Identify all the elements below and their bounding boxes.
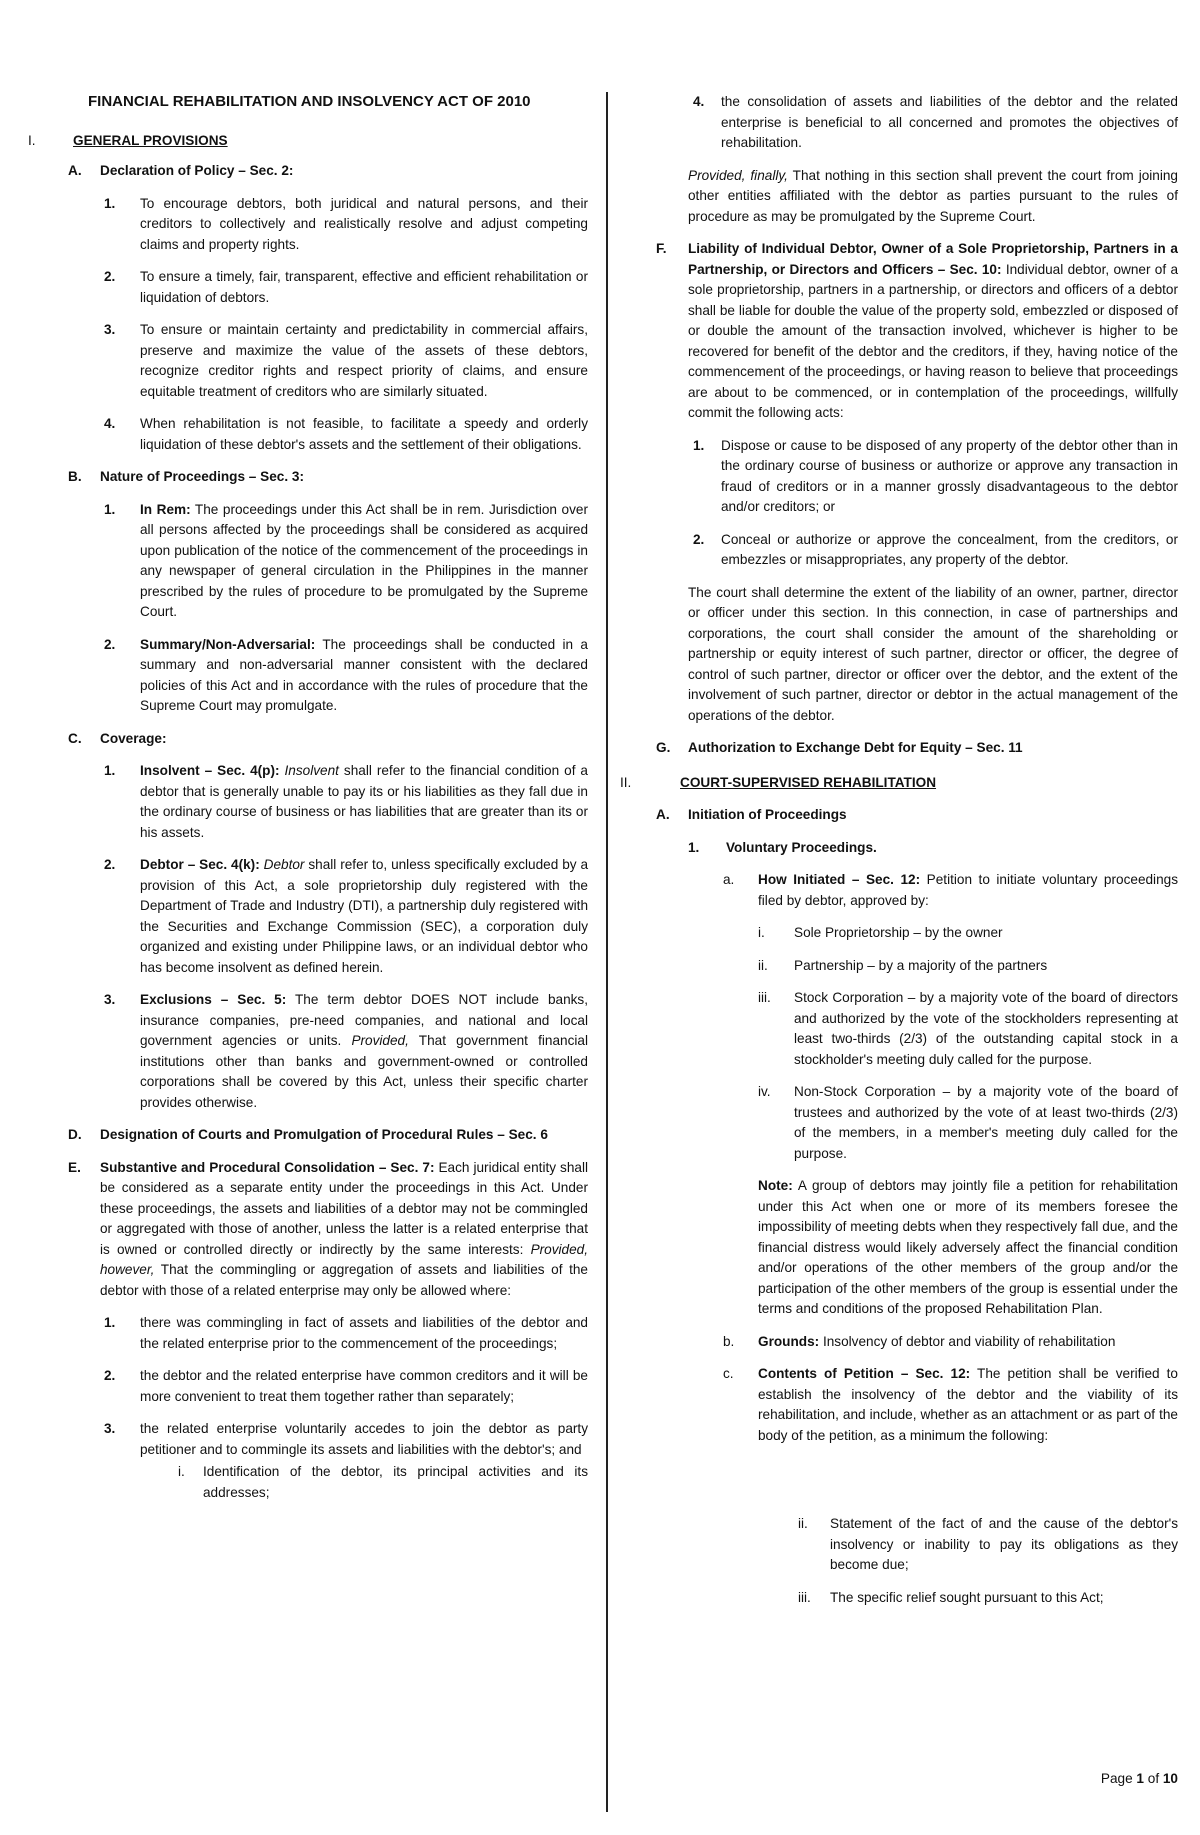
item-text: The term debtor DOES NOT include banks, insurance companies, pre-need companies, and national and local government agencies or units. xyxy=(140,992,588,1048)
subsection-text: Each juridical entity shall be considered as a separate entity under the proceedings in this Act. Under these proceedings, the assets and liabilities of a debtor may not be commingled or aggregated with those of another, unless the latter is a related enterprise that is owned or controlled directly or indirectly by the same interests: xyxy=(100,1159,589,1257)
proviso-text: That nothing in this section shall prevent the court from joining other entities affiliated with the debtor as parties pursuant to the rules of procedure as may be promulgated by the Supreme Court. xyxy=(688,167,1178,224)
subsection-heading: Substantive and Procedural Consolidation – Sec. 7: xyxy=(100,1159,435,1175)
list-item xyxy=(628,988,1178,1070)
subsection-emphasis: Provided, however, xyxy=(100,1241,588,1277)
item-label: 1. xyxy=(104,763,116,778)
subsection-c xyxy=(28,729,588,750)
item-label: a. xyxy=(723,872,735,887)
item-text: The petition shall be verified to establish the insolvency of the debtor and the viability of its rehabilitation, and include, whether as an attachment or as part of the body of the petition, as a minimum the following: xyxy=(758,1366,1178,1443)
list-item xyxy=(628,923,1178,944)
list-item xyxy=(28,855,588,978)
list-item xyxy=(28,635,588,717)
item-heading: Insolvent – Sec. 4(p): xyxy=(140,763,280,778)
subsection-g xyxy=(628,738,1178,759)
item-label: 3. xyxy=(104,322,116,337)
item-label: b. xyxy=(723,1333,735,1349)
proviso-paragraph xyxy=(628,166,1178,228)
page-current: 1 xyxy=(1136,1771,1144,1786)
subsection-label: D. xyxy=(68,1127,82,1142)
subsection-heading: Declaration of Policy – Sec. 2: xyxy=(100,163,294,178)
item-text: Identification of the debtor, its principal activities and its addresses; xyxy=(203,1464,588,1500)
page-of: of xyxy=(1143,1771,1163,1786)
subsection-label: G. xyxy=(656,740,671,755)
item-text: the debtor and the related enterprise have common creditors and it will be more convenient to treat them together rather than separately; xyxy=(140,1368,588,1404)
item-label: ii. xyxy=(798,1516,808,1531)
item-text: Statement of the fact of and the cause of the debtor's insolvency or inability to pay its obligations as they become due; xyxy=(830,1516,1178,1572)
spacer xyxy=(628,1458,1178,1506)
list-item xyxy=(28,414,588,455)
item-text: The specific relief sought pursuant to this Act; xyxy=(830,1589,1104,1605)
item-label: 1. xyxy=(104,501,116,517)
list-item xyxy=(628,436,1178,518)
list-item xyxy=(28,1462,588,1503)
page-prefix: Page xyxy=(1100,1771,1137,1786)
item-text: Partnership – by a majority of the partners xyxy=(794,957,1048,973)
list-item xyxy=(28,320,588,402)
item-text: Conceal or authorize or approve the concealment, from the creditors, or embezzles or misappropriates, any property of the debtor. xyxy=(721,531,1178,567)
item-text: Sole Proprietorship – by the owner xyxy=(794,925,1003,940)
item-label: 2. xyxy=(104,1368,116,1383)
item-heading: How Initiated – Sec. 12: xyxy=(758,872,921,887)
list-item xyxy=(628,956,1178,977)
right-column xyxy=(620,92,1179,1620)
item-text: That government financial institutions other than banks and government-owned or controlled corporations shall be covered by this Act, unless their specific charter provides otherwise. xyxy=(140,1033,589,1110)
item-label: 1. xyxy=(104,195,116,211)
item-label: i. xyxy=(758,925,765,940)
subsection-heading: Initiation of Proceedings xyxy=(688,807,847,822)
item-heading: Contents of Petition – Sec. 12: xyxy=(758,1366,971,1381)
section-title: COURT-SUPERVISED REHABILITATION xyxy=(680,774,937,790)
note-heading: Note: xyxy=(758,1178,793,1193)
subsection-label: B. xyxy=(68,469,82,484)
item-label: 2. xyxy=(104,269,116,284)
list-item xyxy=(628,530,1178,571)
item-label: 2. xyxy=(693,531,705,547)
item-label: 4. xyxy=(693,94,705,109)
item-label: iii. xyxy=(758,990,771,1005)
list-item xyxy=(628,1364,1178,1446)
column-divider xyxy=(606,92,608,1812)
list-item xyxy=(628,1082,1178,1164)
subsection-heading: Liability of Individual Debtor, Owner of a Sole Proprietorship, Partners in a Partnership, or Directors and Officers – Sec. 10: xyxy=(688,241,1178,277)
subsection-heading: Nature of Proceedings – Sec. 3: xyxy=(100,469,304,484)
list-item xyxy=(28,761,588,843)
list-item xyxy=(28,1366,588,1407)
item-text: The proceedings shall be conducted in a summary and non-adversarial manner consistent with the declared policies of this Act and in accordance with the rules of procedure that the Supreme Court may promulgate. xyxy=(140,636,588,713)
list-item xyxy=(28,194,588,256)
item-heading: Summary/Non-Adversarial: xyxy=(140,636,316,652)
subsection-label: A. xyxy=(656,807,670,822)
subsection-label: C. xyxy=(68,730,82,746)
item-heading: Voluntary Proceedings. xyxy=(726,839,877,855)
subsection-e xyxy=(28,1158,588,1302)
item-text: Non-Stock Corporation – by a majority vote of the board of trustees and authorized by the vote of at least two-thirds (2/3) of the members, in a member's meeting duly called for the purpose. xyxy=(794,1084,1178,1161)
item-heading: Exclusions – Sec. 5: xyxy=(140,992,287,1007)
subsection-d xyxy=(28,1125,588,1146)
list-item xyxy=(28,1313,588,1354)
item-text: To encourage debtors, both juridical and natural persons, and their creditors to collectively and realistically resolve and adjust competing claims and property rights. xyxy=(140,195,588,252)
item-text: Dispose or cause to be disposed of any property of the debtor other than in the ordinary course of business or authorize or approve any transaction in fraud of creditors or in a manner grossly disadvantageous to the debtor and/or creditors; or xyxy=(721,437,1178,514)
item-label: 1. xyxy=(688,839,700,855)
list-item xyxy=(28,267,588,308)
subsection-heading: Authorization to Exchange Debt for Equity – Sec. 11 xyxy=(688,740,1023,755)
section-number: II. xyxy=(620,774,632,790)
subsection-heading: Coverage: xyxy=(100,730,167,746)
proviso-emphasis: Provided, finally, xyxy=(688,167,788,183)
item-heading: Grounds: xyxy=(758,1333,820,1349)
left-column xyxy=(28,92,588,1515)
item-label: ii. xyxy=(758,957,768,973)
liability-paragraph: The court shall determine the extent of the liability of an owner, partner, director or officer under this section. In this connection, in case of partnerships and corporations, the court shall consider the amount of the shareholding or partnership or equity interest of such partner, director or officer, the degree of control of such partner, director or officer over the debtor, and the extent of the involvement of such partner, director or debtor in the actual management of the operations of the debtor. xyxy=(688,584,1178,723)
item-text: shall refer to, unless specifically excluded by a provision of this Act, a sole proprietorship duly registered with the Department of Trade and Industry (DTI), a partnership duly registered with the Securities and Exchange Commission (SEC), a corporation duly organized and existing under Philippine laws, or an individual debtor who has become insolvent as defined herein. xyxy=(140,857,589,975)
item-text: Insolvency of debtor and viability of rehabilitation xyxy=(819,1333,1116,1349)
item-text: Stock Corporation – by a majority vote of the board of directors and authorized by the vote of the stockholders representing at least two-thirds (2/3) of the outstanding capital stock in a stockholder's meeting duly called for the purpose. xyxy=(794,990,1178,1067)
list-item xyxy=(628,1332,1178,1353)
page-total: 10 xyxy=(1162,1771,1178,1786)
list-item xyxy=(628,1588,1178,1609)
item-text: shall refer to the financial condition of a debtor that is generally unable to pay its or his liabilities as they fall due in the ordinary course of business or has liabilities that are greater than its or his assets. xyxy=(140,763,588,840)
note-text: A group of debtors may jointly file a petition for rehabilitation under this Act when one or more of its members foresee the impossibility of meeting debts when they respectively fall due, and the financial distress would likely adversely affect the financial condition and/or operations of the other members of the group and/or the participation of the other members of the group is essential under the terms and conditions of the proposed Rehabilitation Plan. xyxy=(758,1178,1178,1316)
subsection-b xyxy=(28,467,588,488)
item-label: 2. xyxy=(104,636,116,652)
item-label: i. xyxy=(178,1464,185,1479)
item-text: the related enterprise voluntarily accedes to join the debtor as party petitioner and to commingle its assets and liabilities with the debtor's; and xyxy=(140,1421,588,1457)
page-number xyxy=(1101,1771,1178,1786)
section-heading xyxy=(620,773,1178,794)
list-item xyxy=(28,990,588,1113)
item-text: Petition to initiate voluntary proceedings filed by debtor, approved by: xyxy=(758,872,1178,908)
list-item xyxy=(628,1514,1178,1576)
subsection-label: E. xyxy=(68,1159,81,1175)
list-item xyxy=(28,1419,588,1460)
item-label: 4. xyxy=(104,416,116,431)
item-text: To ensure or maintain certainty and predictability in commercial affairs, preserve and maximize the value of the assets of these debtors, recognize creditor rights and respect priority of claims, and ensure equitable treatment of creditors who are similarly situated. xyxy=(140,322,588,399)
item-heading: Debtor – Sec. 4(k): xyxy=(140,857,260,872)
item-emphasis: Debtor xyxy=(263,857,305,872)
subsection-initiation xyxy=(628,805,1178,826)
subsection-label: F. xyxy=(656,241,667,256)
item-text: To ensure a timely, fair, transparent, effective and efficient rehabilitation or liquidation of debtors. xyxy=(140,269,588,305)
item-text: The proceedings under this Act shall be in rem. Jurisdiction over all persons affected by the proceedings shall be considered as acquired upon publication of the notice of the commencement of the proceedings in any newspaper of general circulation in the Philippines in the manner prescribed by the rules of procedure to be promulgated by the Supreme Court. xyxy=(140,501,588,619)
section-title: GENERAL PROVISIONS xyxy=(73,132,228,148)
subsection-a xyxy=(28,161,588,182)
item-label: 1. xyxy=(104,1315,116,1330)
item-text: there was commingling in fact of assets and liabilities of the debtor and the related enterprise prior to the commencement of the proceedings; xyxy=(140,1315,588,1351)
item-heading: In Rem: xyxy=(140,501,191,517)
item-label: iii. xyxy=(798,1589,811,1605)
item-emphasis: Insolvent xyxy=(284,763,339,778)
item-text: the consolidation of assets and liabilities of the debtor and the related enterprise is beneficial to all concerned and promotes the objectives of rehabilitation. xyxy=(721,94,1178,150)
subsection-text: That the commingling or aggregation of assets and liabilities of the debtor with those of a related enterprise may only be allowed where: xyxy=(100,1262,588,1298)
subsection-f xyxy=(628,239,1178,424)
note-paragraph xyxy=(628,1176,1178,1320)
item-label: 3. xyxy=(104,992,116,1007)
list-item xyxy=(628,92,1178,154)
list-item xyxy=(28,500,588,623)
subsection-heading: Designation of Courts and Promulgation of Procedural Rules – Sec. 6 xyxy=(100,1127,548,1142)
subsection-text: Individual debtor, owner of a sole proprietorship, partners in a partnership, or directors and officers of a debtor shall be liable for double the value of the property sold, embezzled or disposed of or double the amount of the transaction involved, whichever is higher to be recovered for benefit of the debtor and the creditors, if they, having notice of the commencement of the proceedings, or having reason to believe that proceedings are about to be commenced, or in contemplation of the proceedings, willfully commit the following acts: xyxy=(688,261,1179,420)
item-label: 2. xyxy=(104,857,116,872)
item-text: When rehabilitation is not feasible, to facilitate a speedy and orderly liquidation of these debtor's assets and the settlement of their obligations. xyxy=(140,416,588,452)
item-label: iv. xyxy=(758,1084,771,1099)
item-label: c. xyxy=(723,1366,734,1381)
voluntary-proceedings xyxy=(628,838,1178,859)
subsection-label: A. xyxy=(68,163,82,178)
list-item xyxy=(628,870,1178,911)
item-emphasis: Provided, xyxy=(351,1033,409,1048)
document-title: FINANCIAL REHABILITATION AND INSOLVENCY ACT OF 2010 xyxy=(88,93,531,110)
item-label: 3. xyxy=(104,1421,116,1436)
section-number: I. xyxy=(28,132,36,148)
section-heading xyxy=(28,131,588,152)
item-label: 1. xyxy=(693,437,705,453)
